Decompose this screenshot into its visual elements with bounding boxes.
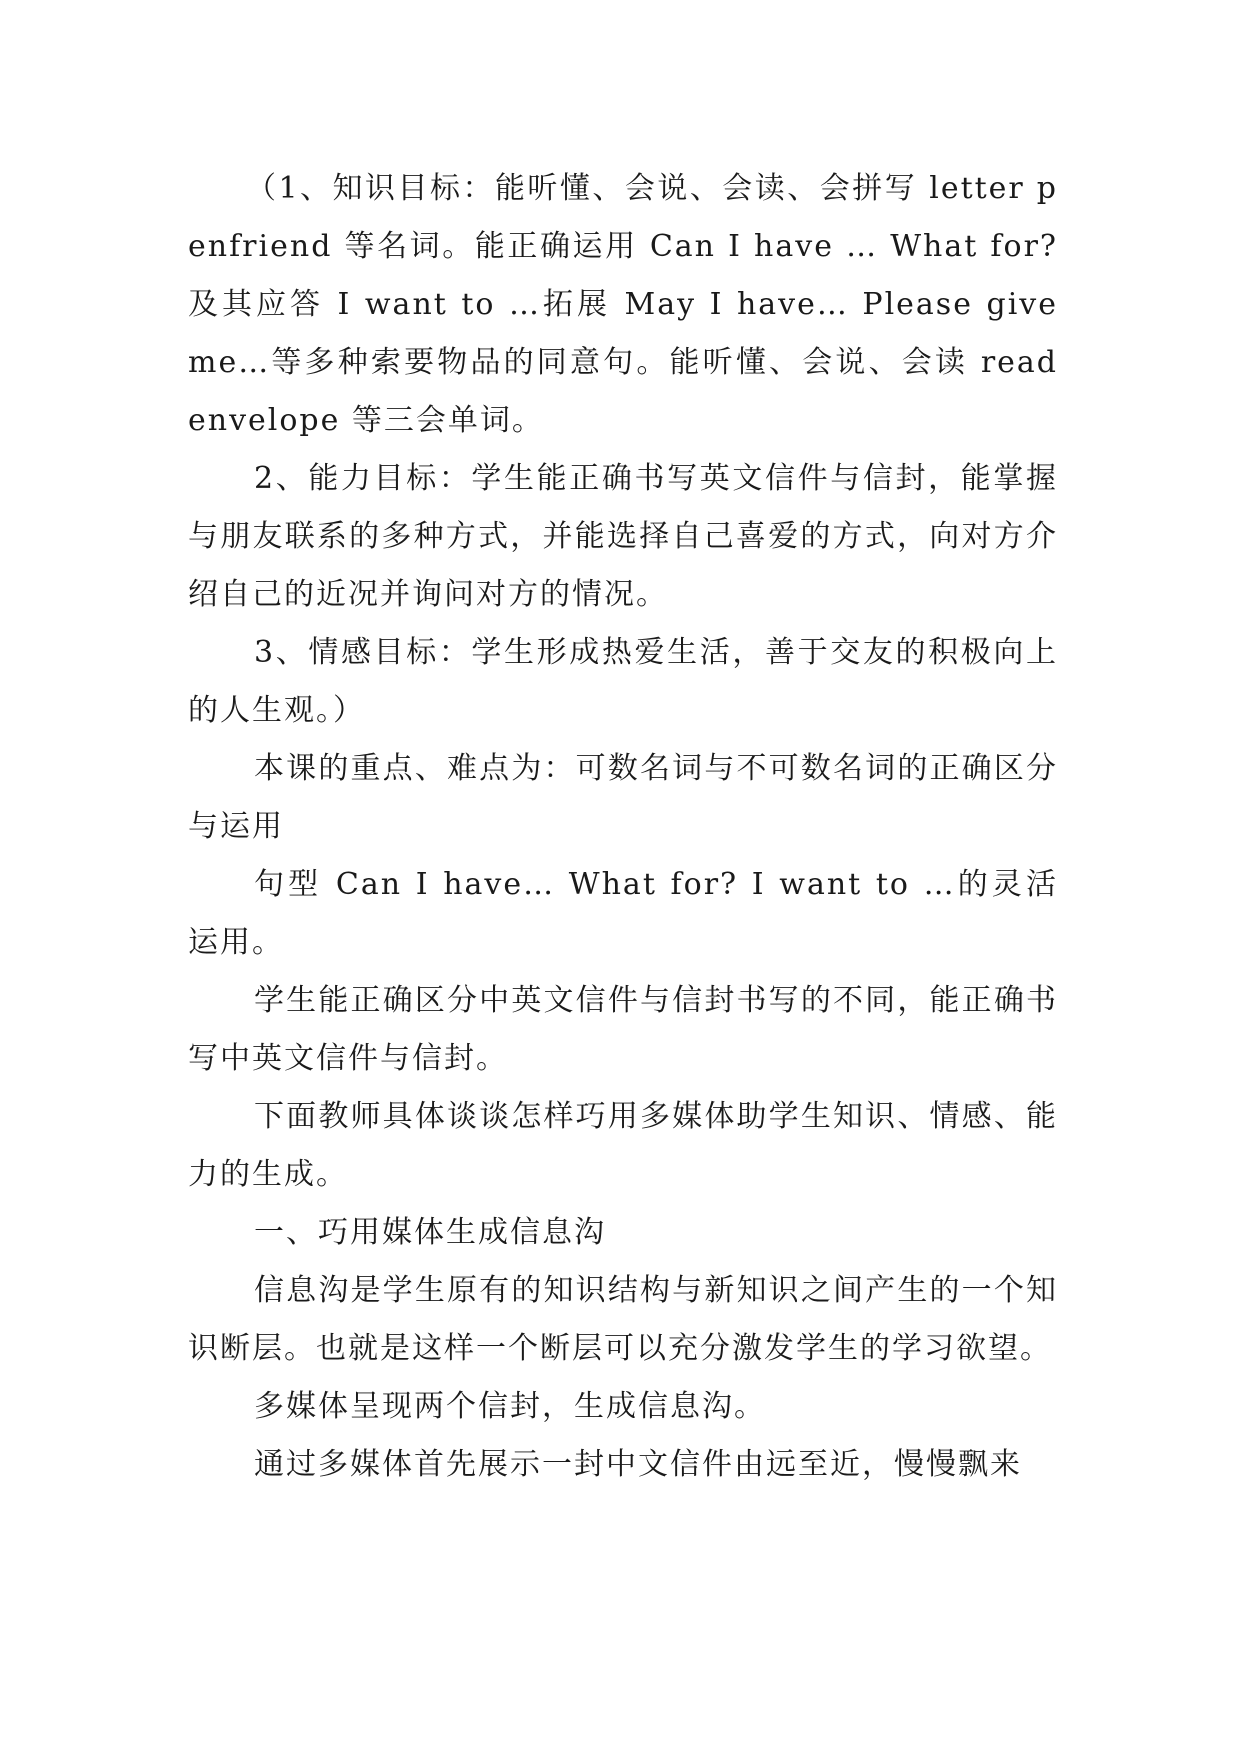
paragraph-info-gap-definition: 信息沟是学生原有的知识结构与新知识之间产生的一个知识断层。也就是这样一个断层可以充分激发学生的学习欲望。 [188,1273,1058,1366]
paragraph-knowledge-goal: （1、知识目标：能听懂、会说、会读、会拼写 letter penfriend 等名词。能正确运用 Can I have … What for? 及其应答 I want to …拓展 May I have… Please give me…等多种索要物品的同意句。能听懂、会说、会读 read envelope 等三会单词。 [188,171,1058,438]
paragraph-letter-writing: 学生能正确区分中英文信件与信封书写的不同，能正确书写中英文信件与信封。 [188,983,1058,1076]
paragraph-intro-multimedia: 下面教师具体谈谈怎样巧用多媒体助学生知识、情感、能力的生成。 [188,1099,1058,1192]
paragraph-two-envelopes: 多媒体呈现两个信封，生成信息沟。 [254,1389,766,1424]
paragraph-chinese-letter: 通过多媒体首先展示一封中文信件由远至近，慢慢飘来 [254,1447,1022,1482]
section-heading-info-gap: 一、巧用媒体生成信息沟 [254,1215,606,1250]
paragraph-sentence-pattern: 句型 Can I have… What for? I want to …的灵活运用。 [188,867,1058,960]
document-body [188,160,1058,1494]
paragraph-ability-goal: 2、能力目标：学生能正确书写英文信件与信封，能掌握与朋友联系的多种方式，并能选择自己喜爱的方式，向对方介绍自己的近况并询问对方的情况。 [188,461,1058,612]
paragraph-emotion-goal: 3、情感目标：学生形成热爱生活，善于交友的积极向上的人生观。） [188,635,1058,728]
paragraph-key-points: 本课的重点、难点为：可数名词与不可数名词的正确区分与运用 [188,751,1058,844]
